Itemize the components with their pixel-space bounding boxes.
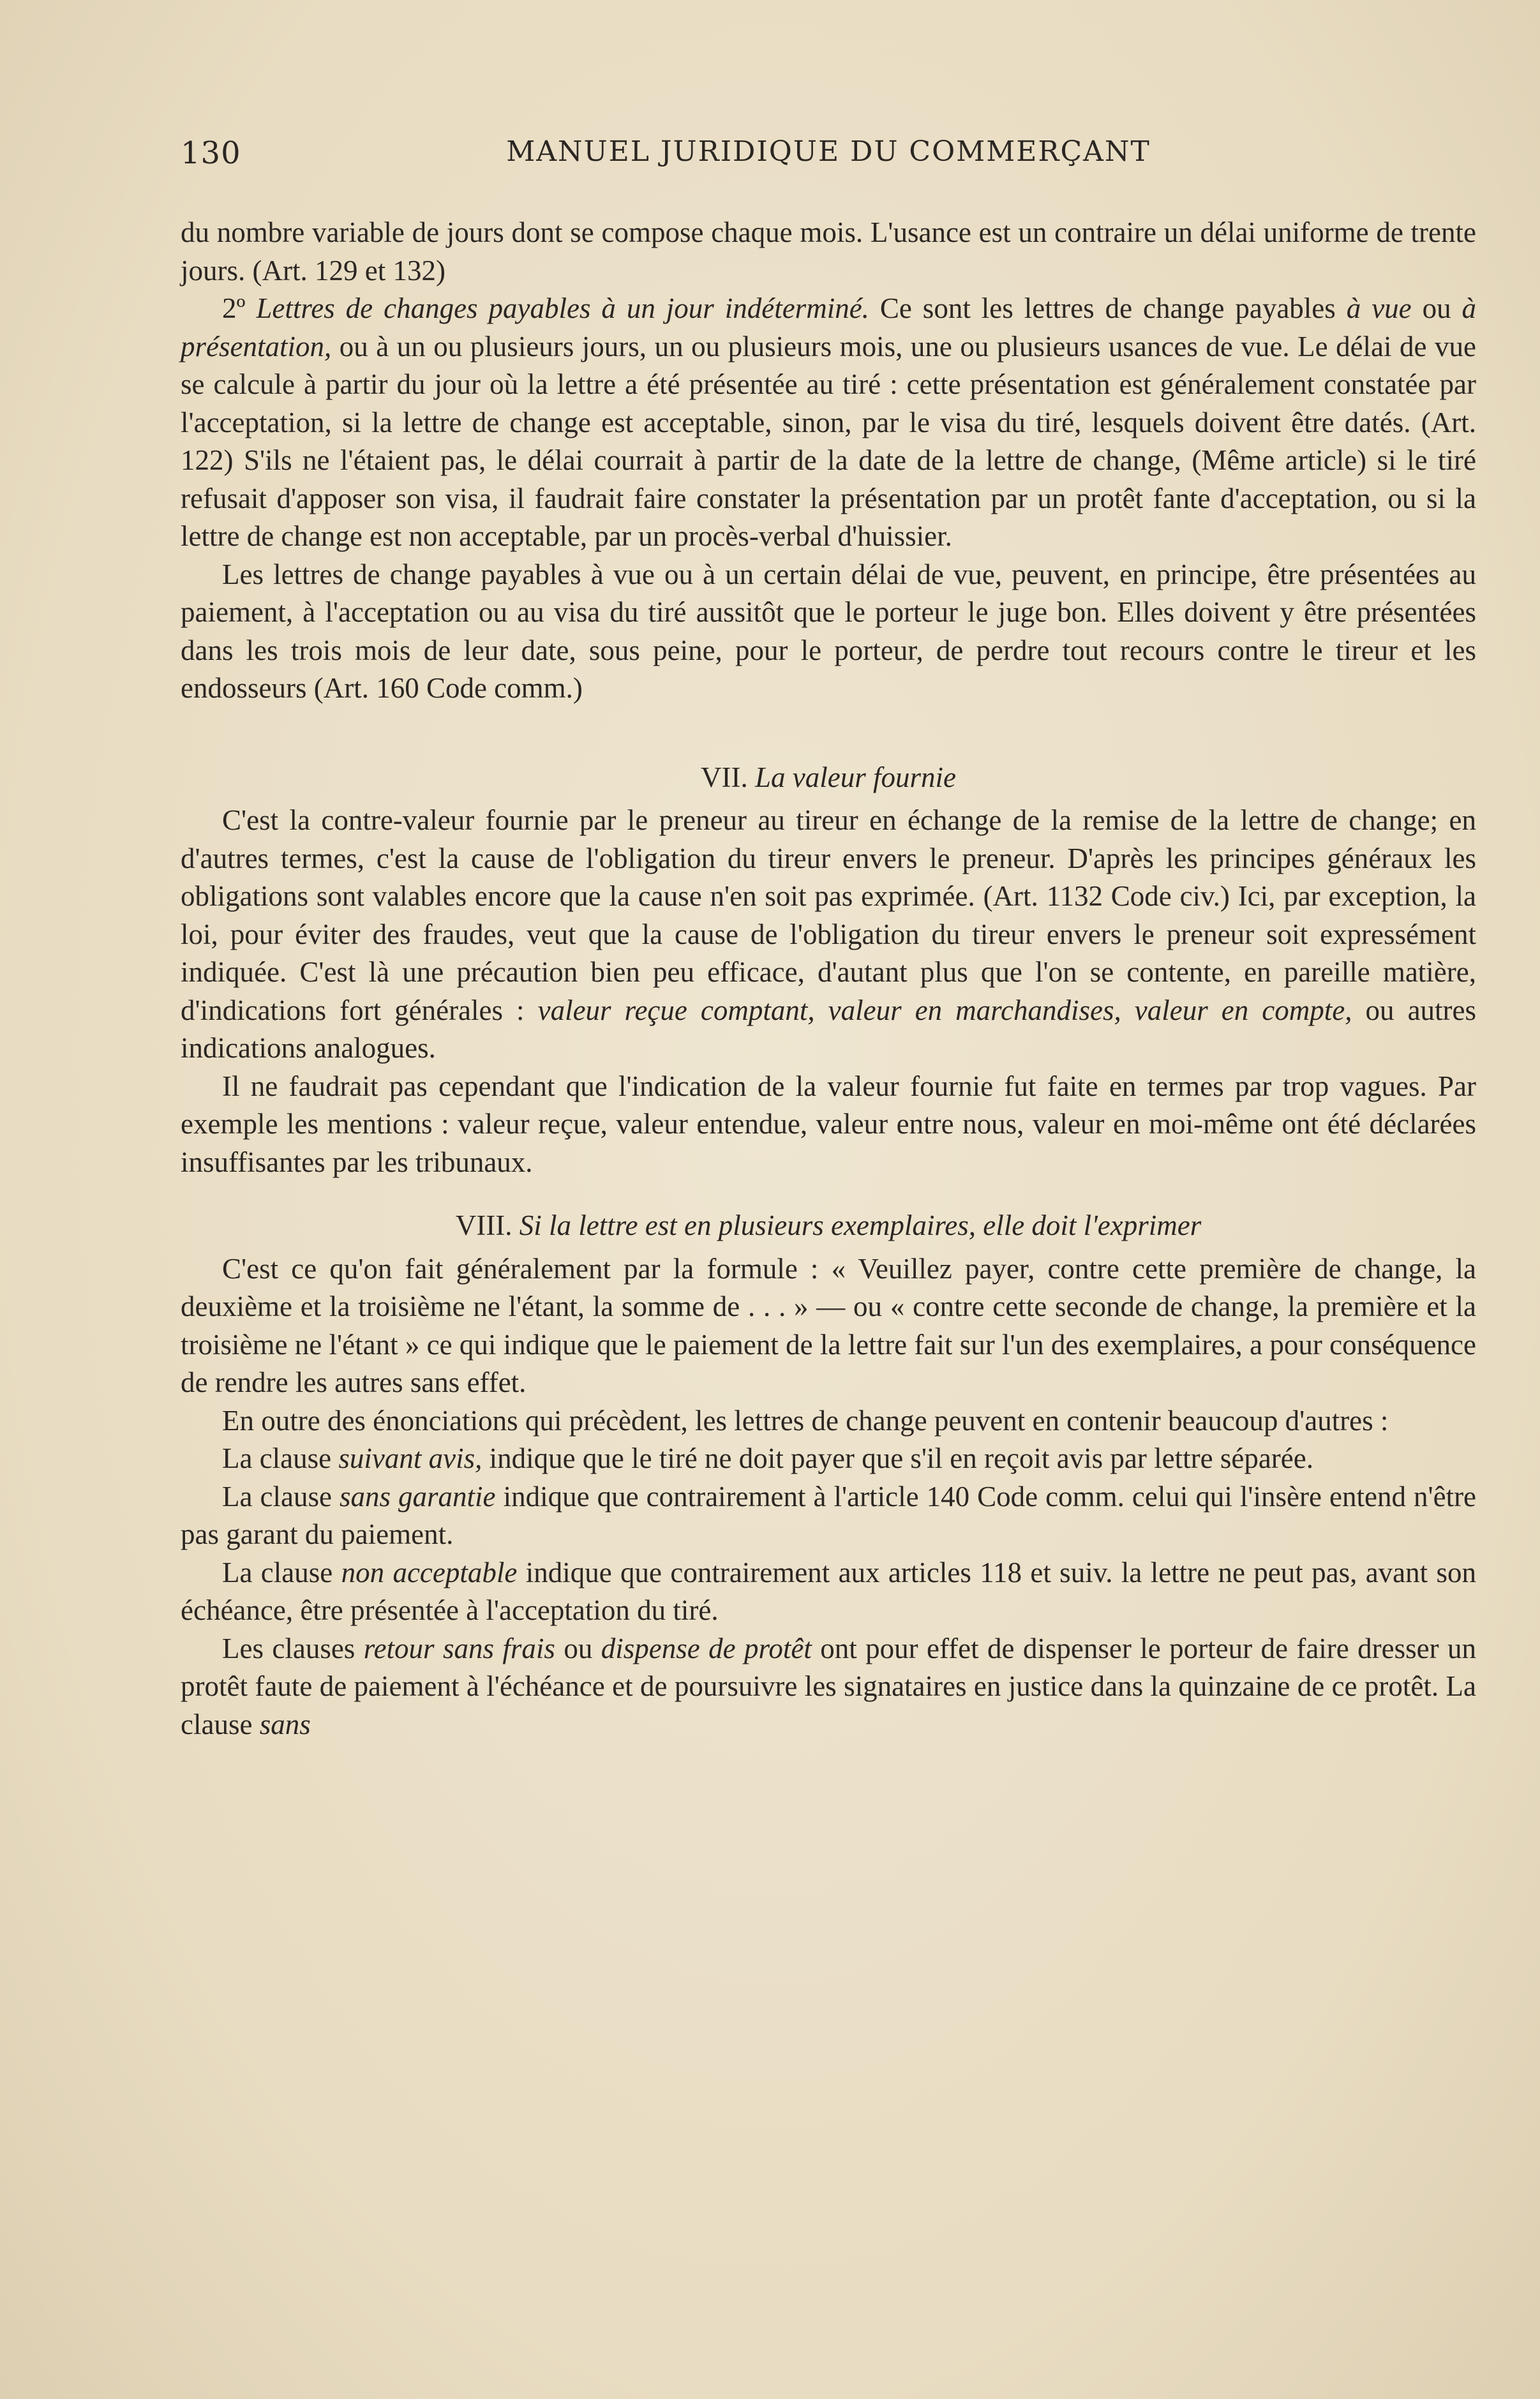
paragraph: Les clauses retour sans frais ou dispense de protêt ont pour effet de dispenser le porteur de faire dresser un protêt faute de paiement à l'échéance et de poursuivre les signataires en justice dans la quinzaine de ce protêt. La clause sans (181, 1632, 1477, 1740)
paragraph: C'est la contre-valeur fournie par le preneur au tireur en échange de la remise de la lettre de change; en d'autres termes, c'est la cause de l'obligation du tireur envers le preneur. D'après les principes généraux les obligations sont valables encore que la cause n'en soit pas exprimée. (Art. 1132 Code civ.) Ici, par exception, la loi, pour éviter des fraudes, veut que la cause de l'obligation du tireur envers le preneur soit expressément indiquée. C'est là une précaution bien peu efficace, d'autant plus que l'on se contente, en pareille matière, d'indications fort générales : valeur reçue comptant, valeur en marchandises, valeur en compte, ou autres indications analogues. (181, 804, 1477, 1064)
paragraph: C'est ce qu'on fait généralement par la formule : « Veuillez payer, contre cette première de change, la deuxième et la troisième ne l'étant, la somme de . . . » — ou « contre cette seconde de change, la première et la troisième ne l'étant » ce qui indique que le paiement de la lettre fait sur l'un des exemplaires, a pour conséquence de rendre les autres sans effet. (181, 1252, 1476, 1398)
paragraph: du nombre variable de jours dont se compose chaque mois. L'usance est un contraire un délai uniforme de trente jours. (Art. 129 et 132) (181, 216, 1476, 287)
paragraph: La clause sans garantie indique que contrairement à l'article 140 Code comm. celui qui l'insère entend n'être pas garant du paiement. (181, 1480, 1477, 1550)
paragraph: Il ne faudrait pas cependant que l'indication de la valeur fournie fut faite en termes par trop vagues. Par exemple les mentions : valeur reçue, valeur entendue, valeur entre nous, valeur en moi-même ont été déclarées insuffisantes par les tribunaux. (181, 1070, 1476, 1178)
page-number: 130 (181, 135, 241, 171)
section-heading-viii: VIII. Si la lettre est en plusieurs exemplaires, elle doit l'exprimer (455, 1209, 1202, 1241)
paragraph: En outre des énonciations qui précèdent, les lettres de change peuvent en contenir beaucoup d'autres : (222, 1404, 1389, 1437)
paragraph: Les lettres de change payables à vue ou à un certain délai de vue, peuvent, en principe, être présentées au paiement, à l'acceptation ou au visa du tiré aussitôt que le porteur le juge bon. Elles doivent y être présentées dans les trois mois de leur date, sous peine, pour le porteur, de perdre tout recours contre le tireur et les endosseurs (Art. 160 Code comm.) (181, 558, 1476, 704)
page-header (181, 135, 1476, 174)
paragraph: La clause non acceptable indique que contrairement aux articles 118 et suiv. la lettre ne peut pas, avant son échéance, être présentée à l'acceptation du tiré. (181, 1556, 1477, 1626)
section-heading-vii: VII. La valeur fournie (701, 761, 956, 793)
body-text (181, 214, 1476, 1744)
paragraph: 2º Lettres de changes payables à un jour indéterminé. Ce sont les lettres de change payables à vue ou à présentation, ou à un ou plusieurs jours, un ou plusieurs mois, une ou plusieurs usances de vue. Le délai de vue se calcule à partir du jour où la lettre a été présentée au tiré : cette présentation est généralement constatée par l'acceptation, si la lettre de change est acceptable, sinon, par le visa du tiré, lesquels doivent être datés. (Art. 122) S'ils ne l'étaient pas, le délai courrait à partir de la date de la lettre de change, (Même article) si le tiré refusait d'apposer son visa, il faudrait faire constater la présentation par un protêt fante d'acceptation, ou si la lettre de change est non acceptable, par un procès-verbal d'huissier. (181, 292, 1477, 552)
paragraph: La clause suivant avis, indique que le tiré ne doit payer que s'il en reçoit avis par lettre séparée. (222, 1442, 1313, 1474)
running-title: MANUEL JURIDIQUE DU COMMERÇANT (506, 135, 1151, 168)
